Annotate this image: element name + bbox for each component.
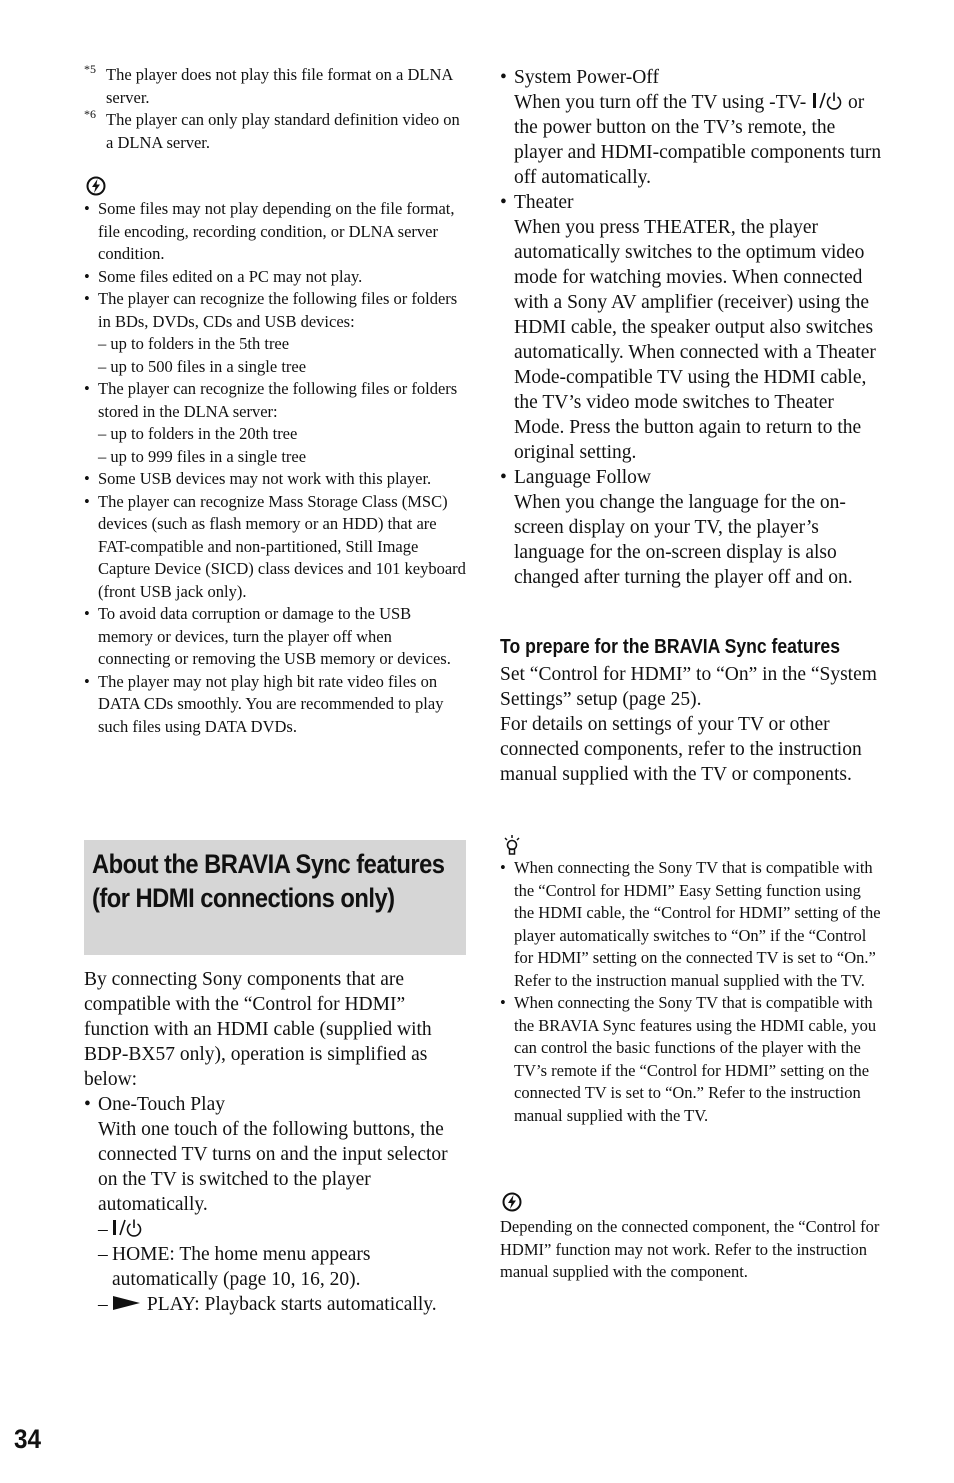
hint-icon xyxy=(502,834,522,856)
section-heading-box xyxy=(84,840,466,955)
footnote-mark: *6 xyxy=(84,107,96,121)
list-item: • The player can recognize Mass Storage Class (MSC) devices (such as flash memory or an HDD) that are FAT-compatible and non-partitioned, Still Image Capture Device (SICD) class devices and 101 keyboard (front USB jack only). xyxy=(84,491,468,604)
list-item-theater: • Theater When you press THEATER, the player automatically switches to the optimum video mode for watching movies. When connected with a Sony AV amplifier (receiver) using the HDMI cable, the speaker output also switches automatically. When connected with a Theater Mode-compatible TV using the HDMI cable, the TV’s video mode switches to Theater Mode. Press the button again to return to the original setting. xyxy=(500,190,884,465)
sub-item-home: – HOME: The home menu appears automatically (page 10, 16, 20). xyxy=(98,1242,468,1292)
list-item-system-power-off: • System Power-Off When you turn off the TV using -TV- or the power button on the TV’s remote, the player and HDMI-compatible components turn off automatically. xyxy=(500,65,884,190)
sub-item: – up to 999 files in a single tree xyxy=(98,446,307,466)
footnote-mark: *5 xyxy=(84,62,96,76)
prepare-paragraph-1: Set “Control for HDMI” to “On” in the “System Settings” setup (page 25). xyxy=(500,664,877,710)
list-item: • The player can recognize the following files or folders stored in the DLNA server: – up to folders in the 20th tree – up to 999 files in a single tree xyxy=(84,378,468,468)
list-item: • The player may not play high bit rate video files on DATA CDs smoothly. You are recommended to play such files using DATA DVDs. xyxy=(84,671,468,739)
section-body xyxy=(84,967,468,1317)
prepare-body xyxy=(500,662,884,787)
intro-paragraph: By connecting Sony components that are compatible with the “Control for HDMI” function with an HDMI cable (supplied with BDP-BX57 only), operation is simplified as below: xyxy=(84,969,432,1090)
list-item-one-touch-play: • One-Touch Play With one touch of the following buttons, the connected TV turns on and the input selector on the TV is switched to the player automatically. – – HOME: The home menu appears automatically (page 10, 16, 20). – PLAY: Playback starts automatically. xyxy=(84,1092,468,1317)
notes-list xyxy=(84,198,468,738)
section-title: About the BRAVIA Sync features (for HDMI connections only) xyxy=(92,849,445,913)
footnote-5 xyxy=(84,64,468,109)
sub-item: – up to 500 files in a single tree xyxy=(98,356,307,376)
list-item: • Some files edited on a PC may not play. xyxy=(84,266,468,289)
list-item: • The player can recognize the following files or folders in BDs, DVDs, CDs and USB devices: – up to folders in the 5th tree – up to 500 files in a single tree xyxy=(84,288,468,378)
footnote-text: The player does not play this file format on a DLNA server. xyxy=(106,65,453,107)
sub-item: – up to folders in the 5th tree xyxy=(98,334,290,353)
list-item: • Some USB devices may not work with this player. xyxy=(84,468,468,491)
list-item-language-follow: • Language Follow When you change the language for the on-screen display on your TV, the player’s language for the on-screen display is also changed after turning the player off and on. xyxy=(500,465,884,590)
prepare-heading: To prepare for the BRAVIA Sync features xyxy=(500,636,841,658)
list-item: • Some files may not play depending on the file format, file encoding, recording condition, or DLNA server condition. xyxy=(84,198,468,266)
final-note: Depending on the connected component, the “Control for HDMI” function may not work. Refer to the instruction manual supplied with the component. xyxy=(500,1217,880,1281)
power-button-icon xyxy=(112,1218,142,1238)
sub-item: – up to folders in the 20th tree xyxy=(98,424,298,443)
page-number: 34 xyxy=(14,1424,42,1454)
footnote-6 xyxy=(84,109,468,154)
hints-list xyxy=(500,857,884,1127)
feature-list xyxy=(500,65,884,590)
prepare-paragraph-2: For details on settings of your TV or other connected components, refer to the instruction manual supplied with the TV or components. xyxy=(500,714,862,785)
list-item: • When connecting the Sony TV that is compatible with the “Control for HDMI” Easy Setting function using the HDMI cable, the “Control for HDMI” setting of the player automatically switches to “On” if the “Control for HDMI” setting on the connected TV is set to “On.” Refer to the instruction manual supplied with the TV. xyxy=(500,857,884,992)
note-icon xyxy=(86,176,106,196)
list-item: • When connecting the Sony TV that is compatible with the BRAVIA Sync features using the HDMI cable, you can control the basic functions of the player with the TV’s remote if the “Control for HDMI” setting on the connected TV is set to “On.” Refer to the instruction manual supplied with the TV. xyxy=(500,992,884,1127)
sub-item-power xyxy=(98,1217,468,1242)
list-item: • To avoid data corruption or damage to the USB memory or devices, turn the player off when connecting or removing the USB memory or devices. xyxy=(84,603,468,671)
sub-item-play: – PLAY: Playback starts automatically. xyxy=(98,1292,468,1317)
note-icon xyxy=(502,1192,522,1212)
power-button-icon xyxy=(811,91,843,111)
play-icon xyxy=(112,1295,142,1311)
footnote-text: The player can only play standard definition video on a DLNA server. xyxy=(106,110,460,152)
